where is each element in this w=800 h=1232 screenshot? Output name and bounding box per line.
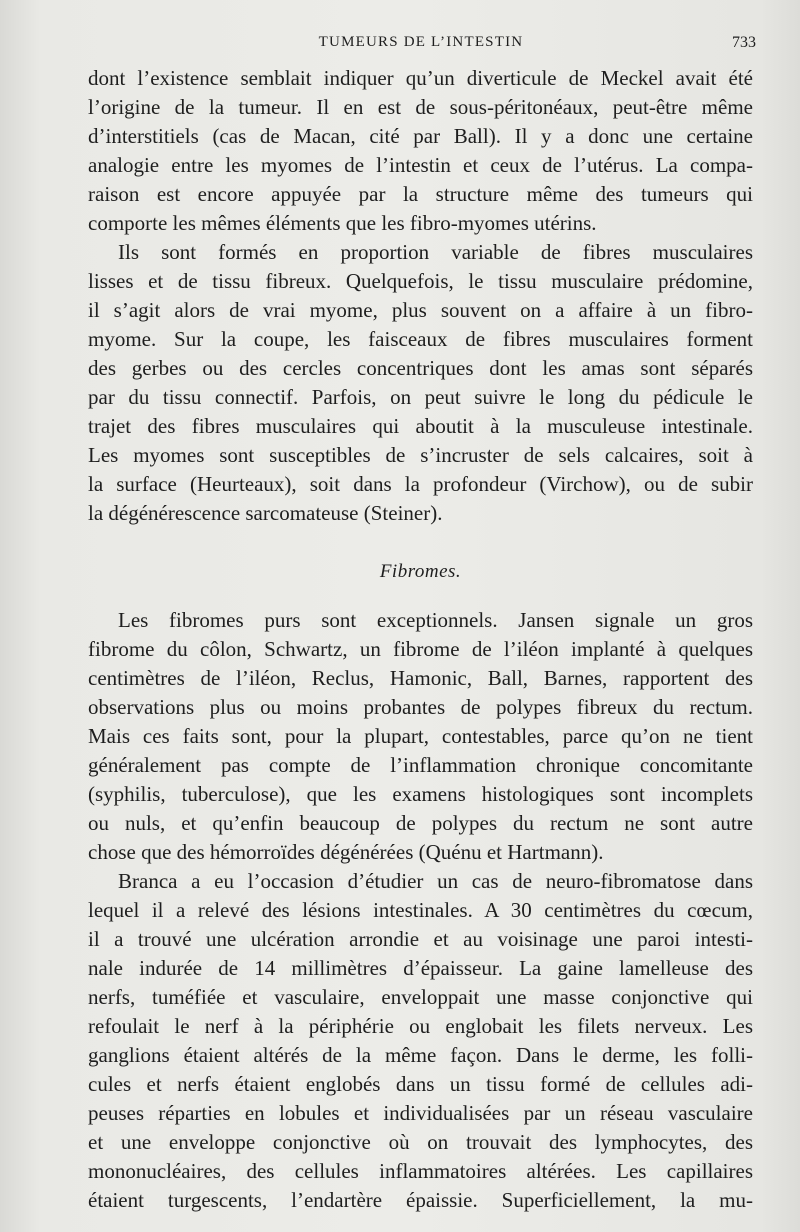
text-line: Branca a eu l’occasion d’étudier un cas de neuro-fibromatose dans — [118, 869, 753, 893]
text-line: lequel il a relevé des lésions intestinales. A 30 centimètres du cœcum, — [88, 898, 753, 922]
text-line: ganglions étaient altérés de la même façon. Dans le derme, les folli- — [88, 1043, 753, 1067]
section-heading: Fibromes. — [379, 561, 462, 582]
running-title: TUMEURS DE L’INTESTIN — [318, 34, 524, 50]
text-line: myome. Sur la coupe, les faisceaux de fibres musculaires forment — [88, 327, 753, 351]
text-line: dont l’existence semblait indiquer qu’un diverticule de Meckel avait été — [88, 66, 753, 90]
text-line: mononucléaires, des cellules inflammatoires altérées. Les capillaires — [88, 1159, 753, 1183]
running-head — [86, 34, 756, 56]
paragraph-4 — [88, 867, 753, 1215]
text-line: (syphilis, tuberculose), que les examens histologiques sont incomplets — [88, 782, 753, 806]
text-line: Les myomes sont susceptibles de s’incruster de sels calcaires, soit à — [88, 443, 753, 467]
text-line: Ils sont formés en proportion variable de fibres musculaires — [118, 240, 753, 264]
text-line: généralement pas compte de l’inflammation chronique concomitante — [88, 753, 753, 777]
text-line: observations plus ou moins probantes de polypes fibreux du rectum. — [88, 695, 753, 719]
text-line: Les fibromes purs sont exceptionnels. Jansen signale un gros — [118, 608, 753, 632]
text-line: lisses et de tissu fibreux. Quelquefois, le tissu musculaire prédomine, — [88, 269, 753, 293]
section-gap — [88, 528, 753, 557]
text-line: d’interstitiels (cas de Macan, cité par Ball). Il y a donc une certaine — [88, 124, 753, 148]
text-line: peuses réparties en lobules et individualisées par un réseau vasculaire — [88, 1101, 753, 1125]
paragraph-2 — [88, 238, 753, 528]
text-line: nerfs, tuméfiée et vasculaire, enveloppait une masse conjonctive qui — [88, 985, 753, 1009]
text-line: ou nuls, et qu’enfin beaucoup de polypes du rectum ne sont autre — [88, 811, 753, 835]
text-line: il a trouvé une ulcération arrondie et au voisinage une paroi intesti- — [88, 927, 753, 951]
text-line: des gerbes ou des cercles concentriques dont les amas sont séparés — [88, 356, 753, 380]
body-text — [88, 64, 753, 1215]
text-line: cules et nerfs étaient englobés dans un tissu formé de cellules adi- — [88, 1072, 753, 1096]
text-line: par du tissu connectif. Parfois, on peut suivre le long du pédicule le — [88, 385, 753, 409]
text-line: comporte les mêmes éléments que les fibro-myomes utérins. — [88, 211, 597, 235]
text-line: trajet des fibres musculaires qui aboutit à la musculeuse intestinale. — [88, 414, 753, 438]
paragraph-3 — [88, 606, 753, 867]
text-line: nale indurée de 14 millimètres d’épaisseur. La gaine lamelleuse des — [88, 956, 753, 980]
text-line: et une enveloppe conjonctive où on trouvait des lymphocytes, des — [88, 1130, 753, 1154]
text-line: l’origine de la tumeur. Il en est de sous-péritonéaux, peut-être même — [88, 95, 753, 119]
section-gap — [88, 586, 753, 606]
text-line: étaient turgescents, l’endartère épaissie. Superficiellement, la mu- — [88, 1188, 753, 1212]
text-line: la dégénérescence sarcomateuse (Steiner). — [88, 501, 443, 525]
text-line: Mais ces faits sont, pour la plupart, contestables, parce qu’on ne tient — [88, 724, 753, 748]
text-line: il s’agit alors de vrai myome, plus souvent on a affaire à un fibro- — [88, 298, 753, 322]
text-line: refoulait le nerf à la périphérie ou englobait les filets nerveux. Les — [88, 1014, 753, 1038]
text-line: chose que des hémorroïdes dégénérées (Quénu et Hartmann). — [88, 840, 604, 864]
text-line: fibrome du côlon, Schwartz, un fibrome de l’iléon implanté à quelques — [88, 637, 753, 661]
text-line: analogie entre les myomes de l’intestin et ceux de l’utérus. La compa- — [88, 153, 753, 177]
text-line: centimètres de l’iléon, Reclus, Hamonic, Ball, Barnes, rapportent des — [88, 666, 753, 690]
page-number: 733 — [732, 34, 756, 51]
text-line: raison est encore appuyée par la structure même des tumeurs qui — [88, 182, 753, 206]
paragraph-1 — [88, 64, 753, 238]
text-line: la surface (Heurteaux), soit dans la profondeur (Virchow), ou de subir — [88, 472, 753, 496]
